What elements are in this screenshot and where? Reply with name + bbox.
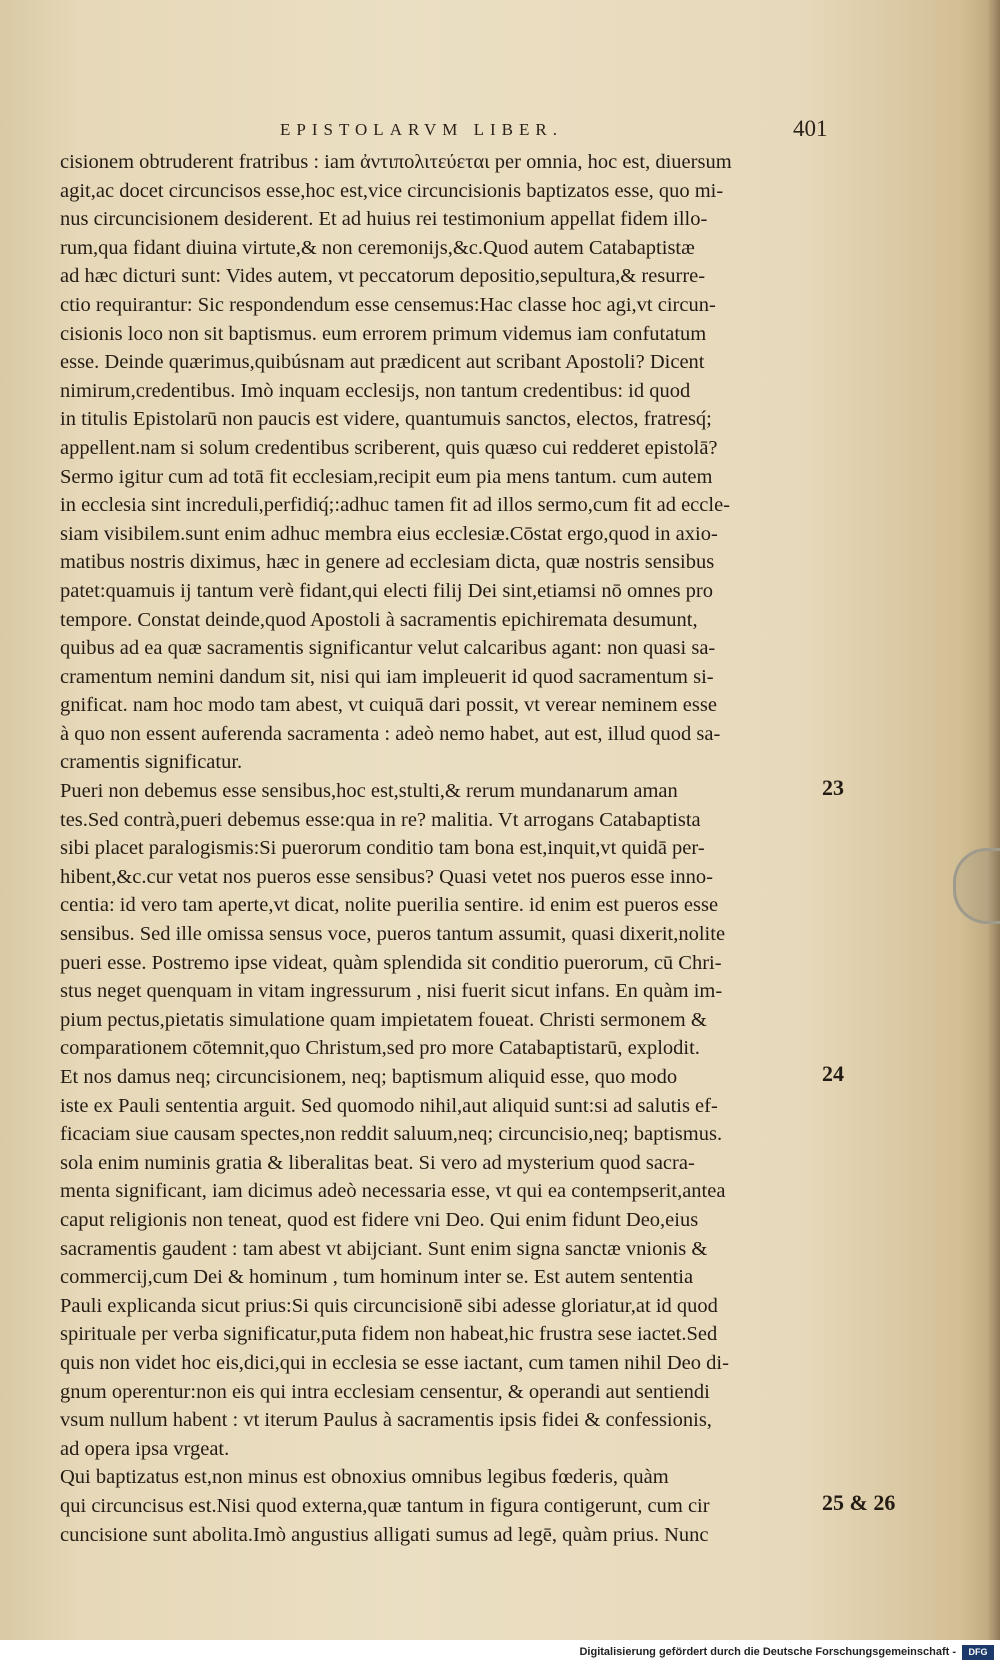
text-line: ficaciam siue causam spectes,non reddit saluum,neq; circuncisio,neq; baptismus.	[60, 1123, 723, 1146]
text-line: cramentum nemini dandum sit, nisi qui iam impleuerit id quod sacramentum si-	[60, 665, 714, 688]
dfg-logo: DFG	[962, 1645, 994, 1660]
text-line: spirituale per verba significatur,puta fidem non habeat,hic frustra sese iactet.Sed	[60, 1323, 718, 1346]
text-line: Et nos damus neq; circuncisionem, neq; baptismum aliquid esse, quo modo	[60, 1066, 678, 1088]
text-line: pueri esse. Postremo ipse videat, quàm splendida sit conditio puerorum, cū Chri-	[60, 951, 722, 974]
text-line: nus circuncisionem desiderent. Et ad huius rei testimonium appellat fidem illo-	[60, 208, 708, 231]
text-line: qui circuncisus est.Nisi quod externa,quæ tantum in figura contigerunt, cum cir	[60, 1494, 710, 1517]
text-line: sibi placet paralogismis:Si puerorum conditio tam bona est,inquit,vt quidā per-	[60, 837, 705, 860]
text-line: pium pectus,pietatis simulatione quam impietatem foueat. Christi sermonem &	[60, 1008, 707, 1031]
text-line: in ecclesia sint increduli,perfidiq́;:adhuc tamen fit ad illos sermo,cum fit ad eccle-	[60, 494, 730, 517]
margin-note: 25 & 26	[822, 1490, 896, 1516]
text-line: centia: id vero tam aperte,vt dicat, nolite puerilia sentire. id enim est pueros esse	[60, 894, 719, 917]
text-line: matibus nostris diximus, hæc in genere ad ecclesiam dicta, quæ nostris sensibus	[60, 551, 715, 574]
text-line: ctio requirantur: Sic respondendum esse censemus:Hac classe hoc agi,vt circun-	[60, 293, 716, 316]
text-line: sola enim numinis gratia & liberalitas beat. Si vero ad mysterium quod sacra-	[60, 1151, 695, 1174]
text-line: in titulis Epistolarū non paucis est videre, quantumuis sanctos, electos, fratresq́;	[60, 408, 712, 431]
footer-bar	[0, 1640, 1000, 1666]
text-line: siam visibilem.sunt enim adhuc membra eius ecclesiæ.Cōstat ergo,quod in axio-	[60, 522, 718, 545]
text-line: rum,qua fidant diuina virtute,& non ceremonijs,&c.Quod autem Catabaptistæ	[60, 236, 695, 259]
text-line: Pauli explicanda sicut prius:Si quis circuncisionē sibi adesse gloriatur,at id quod	[60, 1294, 718, 1317]
text-line: tempore. Constat deinde,quod Apostoli à sacramentis epichiremata desumunt,	[60, 608, 698, 631]
text-line: quibus ad ea quæ sacramentis significantur velut calcaribus agant: non quasi sa-	[60, 637, 716, 660]
margin-note: 24	[822, 1061, 844, 1087]
text-line: gnificat. nam hoc modo tam abest, vt cuiquā dari possit, vt verear neminem esse	[60, 694, 717, 717]
text-line: cisionem obtruderent fratribus : iam ἀντιπολιτεύεται per omnia, hoc est, diuersum	[60, 151, 732, 173]
body-text	[60, 148, 820, 1549]
text-line: Sermo igitur cum ad totā fit ecclesiam,recipit eum pia mens tantum. cum autem	[60, 465, 713, 488]
text-line: tes.Sed contrà,pueri debemus esse:qua in re? malitia. Vt arrogans Catabaptista	[60, 808, 701, 831]
text-line: comparationem cōtemnit,quo Christum,sed pro more Catabaptistarū, explodit.	[60, 1037, 700, 1060]
text-line: quis non videt hoc eis,dici,qui in ecclesia se esse iactant, cum tamen nihil Deo di-	[60, 1351, 729, 1374]
text-line: à quo non essent auferenda sacramenta : adeò nemo habet, aut est, illud quod sa-	[60, 722, 721, 745]
margin-note: 23	[822, 775, 844, 801]
text-line: menta significant, iam dicimus adeò necessaria esse, vt qui ea contempserit,antea	[60, 1180, 726, 1203]
text-line: sensibus. Sed ille omissa sensus voce, pueros tantum assumit, quasi dixerit,nolite	[60, 923, 726, 946]
page-edge	[986, 0, 1000, 1640]
text-line: patet:quamuis ij tantum verè fidant,qui electi filij Dei sint,etiamsi nō omnes pro	[60, 579, 714, 602]
page-number: 401	[793, 116, 828, 141]
text-line: Qui baptizatus est,non minus est obnoxius omnibus legibus fœderis, quàm	[60, 1466, 669, 1489]
text-line: cisionis loco non sit baptismus. eum errorem primum videmus iam confutatum	[60, 322, 707, 345]
running-title: EPISTOLARVM LIBER.	[280, 120, 563, 139]
text-line: gnum operentur:non eis qui intra ecclesiam censentur, & operandi aut sentiendi	[60, 1380, 710, 1403]
text-line: cramentis significatur.	[60, 751, 243, 774]
text-line: appellent.nam si solum credentibus scriberent, quis quæso cui redderet epistolā?	[60, 436, 718, 459]
page-clip	[953, 848, 1000, 924]
text-line: stus neget quenquam in vitam ingressurum , nisi fuerit sicut infans. En quàm im-	[60, 980, 723, 1003]
text-line: Pueri non debemus esse sensibus,hoc est,stulti,& rerum mundanarum aman	[60, 780, 678, 803]
text-line: ad hæc dicturi sunt: Vides autem, vt peccatorum depositio,sepultura,& resurre-	[60, 265, 706, 288]
footer-credit: Digitalisierung gefördert durch die Deutsche Forschungsgemeinschaft -	[579, 1646, 956, 1658]
text-line: nimirum,credentibus. Imò inquam ecclesijs, non tantum credentibus: id quod	[60, 379, 691, 402]
text-line: caput religionis non teneat, quod est fidere vni Deo. Qui enim fidunt Deo,eius	[60, 1208, 699, 1231]
text-line: ad opera ipsa vrgeat.	[60, 1437, 230, 1460]
text-line: esse. Deinde quærimus,quibúsnam aut prædicent aut scribant Apostoli? Dicent	[60, 351, 705, 374]
text-line: commercij,cum Dei & hominum , tum hominum inter se. Est autem sententia	[60, 1266, 694, 1289]
text-line: agit,ac docet circuncisos esse,hoc est,vice circuncisionis baptizatos esse, quo mi-	[60, 179, 724, 202]
text-line: cuncisione sunt abolita.Imò angustius alligati sumus ad legē, quàm prius. Nunc	[60, 1523, 709, 1546]
text-line: sacramentis gaudent : tam abest vt abijciant. Sunt enim signa sanctæ vnionis &	[60, 1237, 708, 1260]
text-line: vsum nullum habent : vt iterum Paulus à sacramentis ipsis fidei & confessionis,	[60, 1409, 712, 1432]
text-line: hibent,&c.cur vetat nos pueros esse sensibus? Quasi vetet nos pueros esse inno-	[60, 865, 714, 888]
text-line: iste ex Pauli sententia arguit. Sed quomodo nihil,aut aliquid sunt:si ad salutis ef-	[60, 1094, 718, 1117]
